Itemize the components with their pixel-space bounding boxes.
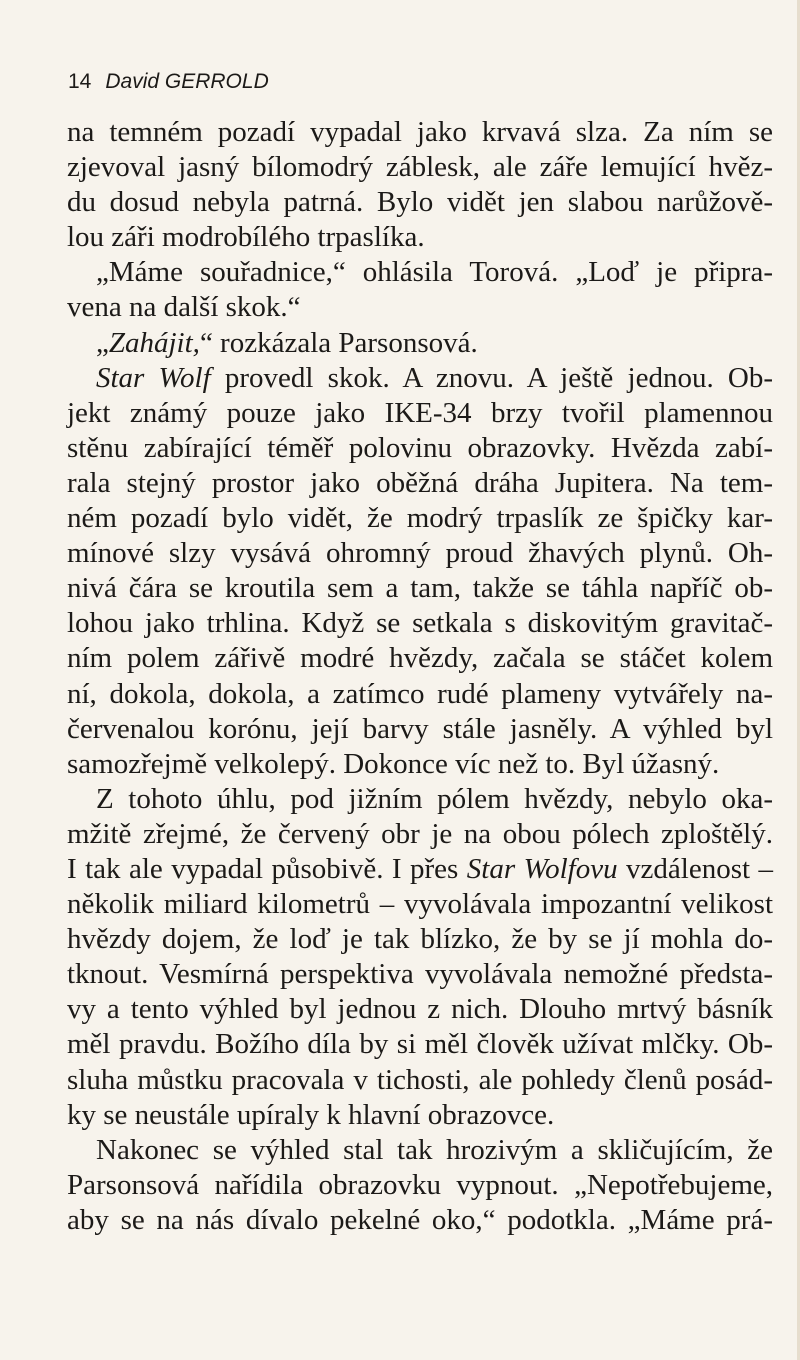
text-line: samozřejmě velkolepý. Dokonce víc než to. Byl úžasný. [67,747,720,780]
text-line: mínové slzy vysává ohromný proud žhavých plynů. Oh- [67,537,773,570]
text-span: provedl skok. A znovu. A ještě jednou. Ob- [210,361,774,394]
italic-text: Star Wolf [96,361,211,394]
text-line: ném pozadí bylo vidět, že modrý trpaslík ze špičky kar- [67,502,773,535]
text-line: stěnu zabírající téměř polovinu obrazovky. Hvězda zabí- [67,431,773,464]
body-text [67,115,773,1238]
text-line: několik miliard kilometrů – vyvolávala impozantní velikost [67,888,773,921]
text-span: „ [96,326,109,359]
text-line: lou záři modrobílého trpaslíka. [67,221,425,254]
text-line: nivá čára se kroutila sem a tam, takže se táhla napříč ob- [67,572,773,605]
text-line: na temném pozadí vypadal jako krvavá slza. Za ním se [67,116,773,148]
text-line: Z tohoto úhlu, pod jižním pólem hvězdy, nebylo oka- [96,782,773,815]
text-line [67,852,773,887]
text-line: du dosud nebyla patrná. Bylo vidět jen slabou narůžově- [67,186,773,219]
text-line: červenalou korónu, její barvy stále jasněly. A výhled byl [67,712,773,745]
text-line: hvězdy dojem, že loď je tak blízko, že by se jí mohla do- [67,923,773,956]
text-line [67,326,773,361]
text-line: zjevoval jasný bílomodrý záblesk, ale záře lemující hvěz- [67,151,773,184]
text-span: vzdálenost – [617,852,773,885]
text-line: mžitě zřejmé, že červený obr je na obou pólech zploštělý. [67,817,773,850]
italic-text: Zahájit, [108,326,200,359]
text-line: ky se neustále upíraly k hlavní obrazovce. [67,1098,555,1131]
text-line: rala stejný prostor jako oběžná dráha Jupitera. Na tem- [67,466,773,499]
text-span: “ rozkázala Parsonsová. [199,326,478,359]
text-span: I tak ale vypadal působivě. I přes [67,852,467,885]
text-line: vena na další skok.“ [67,291,301,324]
text-line [67,361,773,396]
text-line: vy a tento výhled byl jednou z nich. Dlouho mrtvý básník [67,993,773,1026]
text-line: měl pravdu. Božího díla by si měl člověk užívat mlčky. Ob- [67,1028,773,1061]
text-line: aby se na nás dívalo pekelné oko,“ podotkla. „Máme prá- [67,1203,773,1236]
italic-text: Star Wolfovu [466,852,618,885]
text-line: ní, dokola, dokola, a zatímco rudé plameny vytvářely na- [67,677,773,710]
text-line: Parsonsová nařídila obrazovku vypnout. „Nepotřebujeme, [67,1168,773,1201]
text-line: Nakonec se výhled stal tak hrozivým a skličujícím, že [96,1133,773,1166]
text-line: tknout. Vesmírná perspektiva vyvolávala nemožné předsta- [67,958,773,991]
text-line: lohou jako trhlina. Když se setkala s diskovitým gravitač- [67,607,773,640]
author-name: David GERROLD [105,70,269,93]
page-number: 14 [68,70,92,93]
text-line: sluha můstku pracovala v tichosti, ale pohledy členů posád- [67,1063,773,1096]
text-line: „Máme souřadnice,“ ohlásila Torová. „Loď je připra- [96,256,773,289]
running-header [68,70,269,94]
text-line: ním polem zářivě modré hvězdy, začala se stáčet kolem [67,642,773,675]
text-line: jekt známý pouze jako IKE-34 brzy tvořil plamennou [67,396,773,429]
